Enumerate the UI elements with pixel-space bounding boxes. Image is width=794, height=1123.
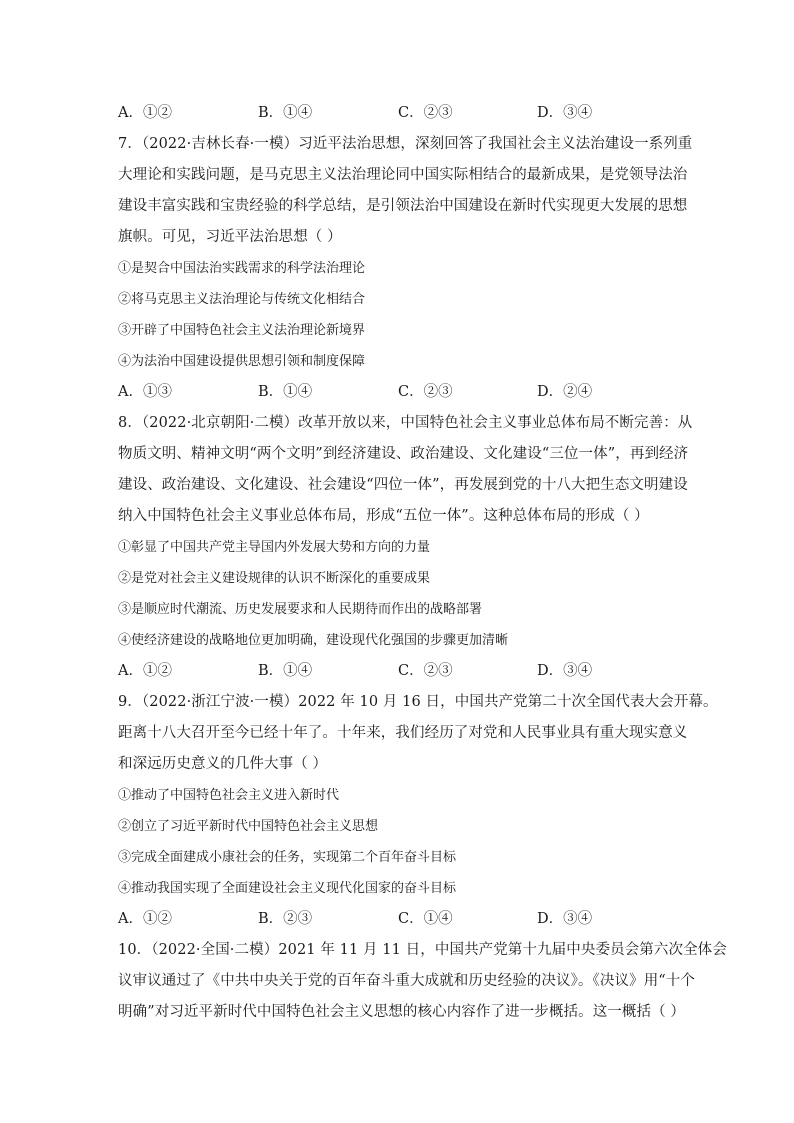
q8-item-1: ①彰显了中国共产党主导国内外发展大势和方向的力量	[118, 540, 431, 555]
question-9	[118, 687, 718, 780]
q7-item-3: ③开辟了中国特色社会主义法治理论新境界	[118, 323, 366, 338]
q9-stem-line: 距离十八大召开至今已经十年了。十年来，我们经历了对党和人民事业具有重大现实意义	[118, 725, 688, 741]
q9-option-d: D．③④	[537, 911, 593, 927]
q8-stem-line: 物质文明、精神文明“两个文明”到经济建设、政治建设、文化建设“三位一体”，再到经济	[118, 446, 689, 462]
q7-stem-line: 旗帜。可见，习近平法治思想（ ）	[118, 229, 342, 245]
q10-stem-line: 议审议通过了《中共中央关于党的百年奋斗重大成就和历史经验的决议》。《决议》用“十个	[118, 973, 696, 989]
q7-option-d: D．②④	[537, 384, 593, 400]
question-8	[118, 408, 693, 532]
q9-item-3: ③完成全面建成小康社会的任务，实现第二个百年奋斗目标	[118, 850, 457, 865]
q10-stem-line: 10．（2022·全国·二模）2021 年 11 月 11 日，中国共产党第十九届中央委员会第六次全体会	[118, 942, 727, 958]
q6-option-a: A．①②	[118, 105, 172, 121]
q9-item-2: ②创立了习近平新时代中国特色社会主义思想	[118, 819, 379, 834]
q8-item-3: ③是顺应时代潮流、历史发展要求和人民期待而作出的战略部署	[118, 602, 483, 617]
q7-option-a: A．①③	[118, 384, 172, 400]
q8-option-b: B．①④	[258, 663, 313, 679]
q9-option-b: B．②③	[258, 911, 313, 927]
q6-options	[118, 98, 678, 129]
q8-option-c: C．②③	[398, 663, 453, 679]
q9-options	[118, 904, 678, 935]
q6-option-b: B．①④	[258, 105, 313, 121]
q7-item-4: ④为法治中国建设提供思想引领和制度保障	[118, 354, 366, 369]
q7-options	[118, 377, 678, 408]
q7-stem-line: 7．（2022·吉林长春·一模）习近平法治思想，深刻回答了我国社会主义法治建设一系列重	[118, 136, 693, 152]
question-7	[118, 129, 693, 253]
q7-item-1: ①是契合中国法治实践需求的科学法治理论	[118, 261, 366, 276]
q9-item-4: ④推动我国实现了全面建设社会主义现代化国家的奋斗目标	[118, 881, 457, 896]
exam-page	[118, 98, 727, 1028]
q8-item-2: ②是党对社会主义建设规律的认识不断深化的重要成果	[118, 571, 431, 586]
q7-item-2: ②将马克思主义法治理论与传统文化相结合	[118, 292, 366, 307]
question-10	[118, 935, 727, 1028]
q8-stem-line: 建设、政治建设、文化建设、社会建设“四位一体”，再发展到党的十八大把生态文明建设	[118, 477, 688, 493]
q8-option-d: D．③④	[537, 663, 593, 679]
q7-option-c: C．②③	[398, 384, 453, 400]
q8-options	[118, 656, 678, 687]
q9-stem-line: 9．（2022·浙江宁波·一模）2022 年 10 月 16 日，中国共产党第二十次全国代表大会开幕。	[118, 694, 718, 710]
q6-option-c: C．②③	[398, 105, 453, 121]
q8-option-a: A．①②	[118, 663, 172, 679]
q8-stem-line: 8．（2022·北京朝阳·二模）改革开放以来，中国特色社会主义事业总体布局不断完善：从	[118, 415, 693, 431]
q9-item-1: ①推动了中国特色社会主义进入新时代	[118, 788, 340, 803]
q8-item-4: ④使经济建设的战略地位更加明确，建设现代化强国的步骤更加清晰	[118, 633, 509, 648]
q7-option-b: B．①④	[258, 384, 313, 400]
q9-stem-line: 和深远历史意义的几件大事（ ）	[118, 756, 328, 772]
q7-stem-line: 建设丰富实践和宝贵经验的科学总结，是引领法治中国建设在新时代实现更大发展的思想	[118, 198, 688, 214]
q8-stem-line: 纳入中国特色社会主义事业总体布局，形成“五位一体”。这种总体布局的形成（ ）	[118, 508, 649, 524]
q7-stem-line: 大理论和实践问题，是马克思主义法治理论同中国实际相结合的最新成果，是党领导法治	[118, 167, 688, 183]
q9-option-a: A．①②	[118, 911, 172, 927]
q6-option-d: D．③④	[537, 105, 593, 121]
q9-option-c: C．①④	[398, 911, 453, 927]
q10-stem-line: 明确”对习近平新时代中国特色社会主义思想的核心内容作了进一步概括。这一概括（ ）	[118, 1004, 686, 1020]
